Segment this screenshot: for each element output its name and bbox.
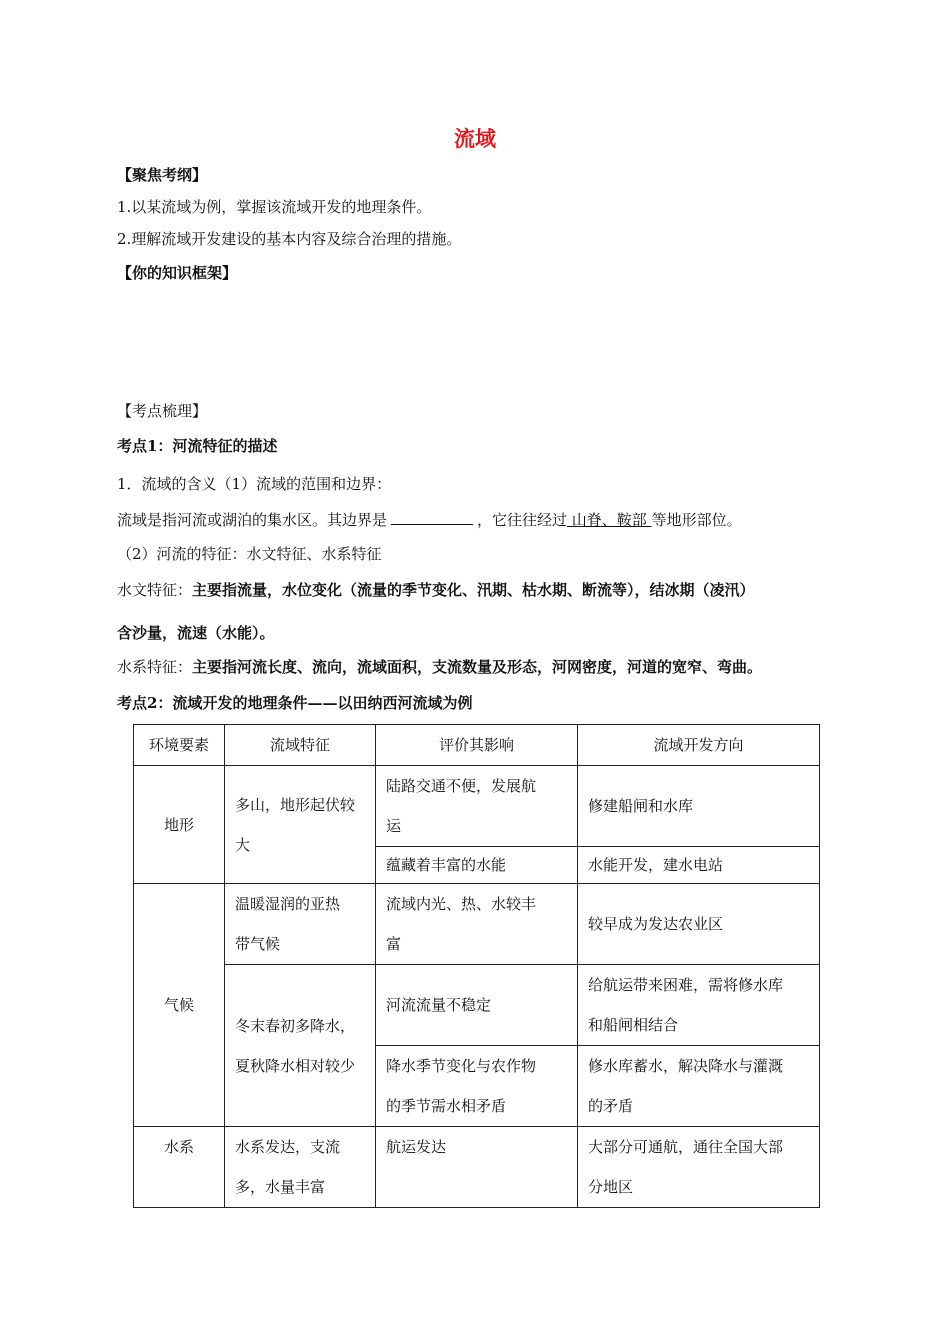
framework-heading: 【你的知识框架】 [117,264,238,282]
hydro-line [117,579,755,600]
impact-climate-b2: 降水季节变化与农作物 的季节需水相矛盾 [376,1046,578,1127]
impact-terrain-1: 陆路交通不便，发展航 运 [376,766,578,847]
header-feature: 流域特征 [225,725,376,766]
point1-line2-a: 流域是指河流或湖泊的集水区。其边界是 [117,511,388,529]
watershed-table [133,724,820,1208]
feature-water: 水系发达，支流 多，水量丰富 [225,1127,376,1208]
hydro-text-1: 主要指流量，水位变化（流量的季节变化、汛期、枯水期、断流等），结冰期（凌汛） [192,581,755,599]
feature-climate-b: 冬末春初多降水， 夏秋降水相对较少 [225,965,376,1127]
feature-climate-a: 温暖湿润的亚热 带气候 [225,884,376,965]
direction-terrain-1: 修建船闸和水库 [578,766,820,847]
fill-in-blank[interactable] [391,510,473,525]
page-title: 流域 [454,126,496,151]
point1-title: 考点1：河流特征的描述 [117,437,278,455]
point1-line2 [117,509,742,530]
point1-line2-underlined: 山脊、鞍部 [567,511,652,529]
direction-climate-a: 较早成为发达农业区 [578,884,820,965]
system-line [117,656,762,677]
point1-line2-c: 等地形部位。 [651,511,742,529]
hydro-text-2: 含沙量，流速（水能）。 [117,624,275,642]
focus-item-1: 1.以某流域为例，掌握该流域开发的地理条件。 [117,198,432,216]
focus-heading: 【聚焦考纲】 [117,166,208,184]
direction-climate-b1: 给航运带来困难，需将修水库 和船闸相结合 [578,965,820,1046]
system-label: 水系特征： [117,658,193,676]
table-row [134,884,820,965]
table-row [134,766,820,847]
focus-item-2: 2.理解流域开发建设的基本内容及综合治理的措施。 [117,230,462,248]
factor-climate: 气候 [134,884,225,1127]
factor-terrain: 地形 [134,766,225,884]
table-header-row [134,725,820,766]
impact-water: 航运发达 [376,1127,578,1208]
system-text: 主要指河流长度、流向，流域面积，支流数量及形态，河网密度，河道的宽窄、弯曲。 [192,658,763,676]
point2-title: 考点2：流域开发的地理条件——以田纳西河流域为例 [117,694,473,712]
hydro-label: 水文特征： [117,581,193,599]
table-row [134,1127,820,1208]
factor-water: 水系 [134,1127,225,1208]
table-row [134,965,820,1046]
point1-line3: （2）河流的特征：水文特征、水系特征 [117,545,382,563]
direction-terrain-2: 水能开发，建水电站 [578,847,820,884]
header-impact: 评价其影响 [376,725,578,766]
review-heading: 【考点梳理】 [117,402,208,420]
impact-climate-a: 流域内光、热、水较丰 富 [376,884,578,965]
point1-line2-b: ，它往往经过 [477,511,568,529]
header-factor: 环境要素 [134,725,225,766]
direction-water: 大部分可通航，通往全国大部 分地区 [578,1127,820,1208]
direction-climate-b2: 修水库蓄水，解决降水与灌溉 的矛盾 [578,1046,820,1127]
feature-terrain: 多山，地形起伏较 大 [225,766,376,884]
impact-climate-b1: 河流流量不稳定 [376,965,578,1046]
point1-line1: 1．流域的含义（1）流域的范围和边界： [117,475,392,493]
impact-terrain-2: 蕴藏着丰富的水能 [376,847,578,884]
header-direction: 流域开发方向 [578,725,820,766]
